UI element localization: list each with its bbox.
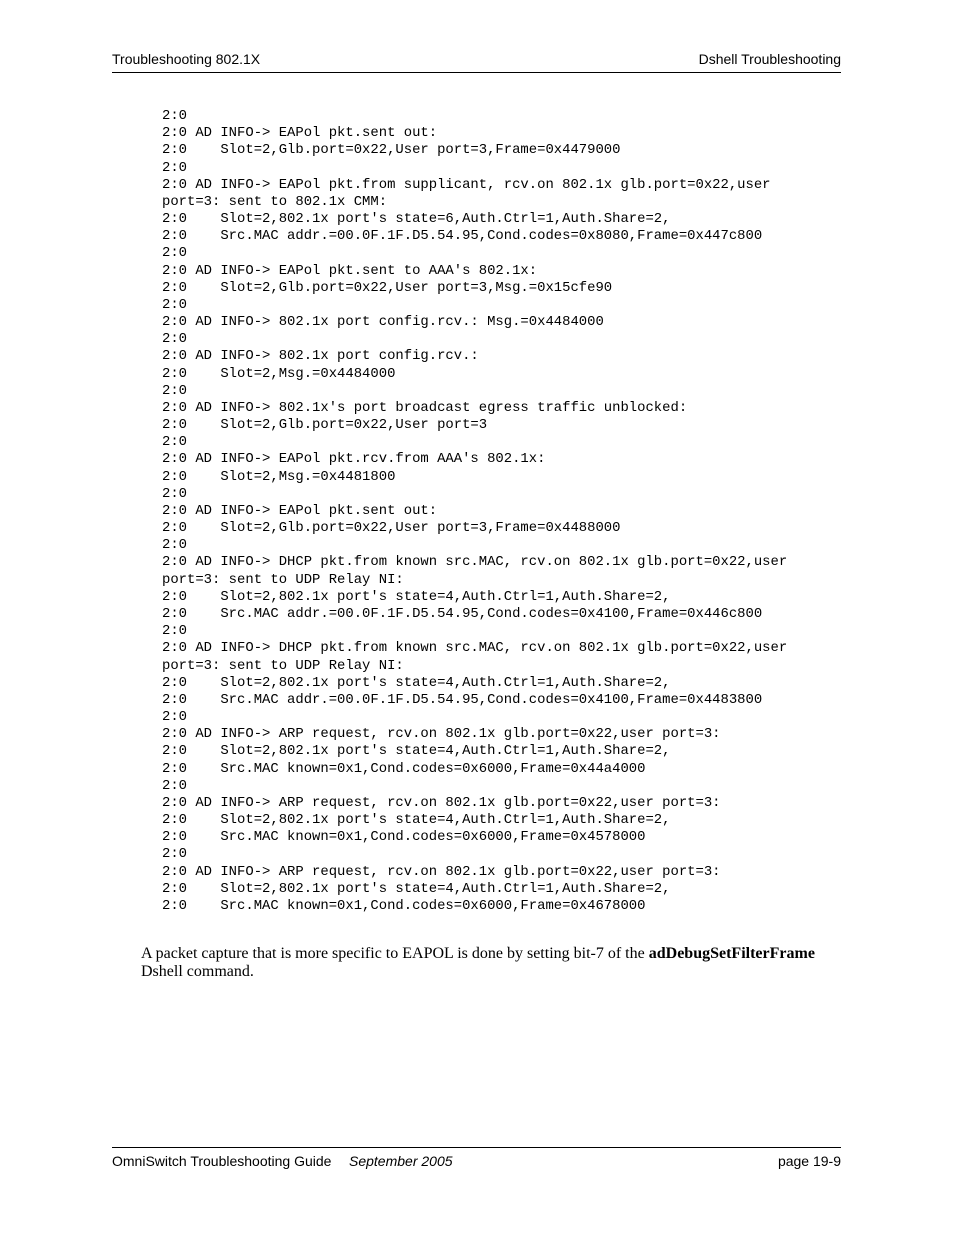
code-line: 2:0 [162,485,188,502]
page-footer [112,1147,841,1176]
code-line: 2:0 Slot=2,Msg.=0x4481800 [162,468,396,485]
code-line: 2:0 AD INFO-> EAPol pkt.sent out: [162,125,438,142]
code-line: 2:0 AD INFO-> 802.1x's port broadcast egress traffic unblocked: [162,399,688,416]
code-line: 2:0 Src.MAC known=0x1,Cond.codes=0x6000,Frame=0x44a4000 [162,760,646,777]
code-line: 2:0 AD INFO-> ARP request, rcv.on 802.1x glb.port=0x22,user port=3: [162,863,721,880]
code-line: 2:0 Slot=2,Msg.=0x4484000 [162,365,396,382]
code-line: 2:0 Slot=2,802.1x port's state=4,Auth.Ctrl=1,Auth.Share=2, [162,812,671,829]
paragraph-text-after: Dshell command. [141,963,254,980]
code-line: 2:0 AD INFO-> EAPol pkt.sent to AAA's 802.1x: [162,262,538,279]
code-line: 2:0 AD INFO-> ARP request, rcv.on 802.1x glb.port=0x22,user port=3: [162,794,721,811]
code-line: 2:0 AD INFO-> EAPol pkt.rcv.from AAA's 802.1x: [162,451,546,468]
code-line: 2:0 [162,108,188,124]
code-line: 2:0 [162,434,188,451]
code-line: 2:0 [162,846,188,863]
code-line: 2:0 [162,777,188,794]
header-chapter-title: Dshell Troubleshooting [698,51,841,67]
code-line: 2:0 AD INFO-> EAPol pkt.sent out: [162,502,438,519]
footer-page-number: page 19-9 [777,1153,841,1169]
body-paragraph [141,945,841,981]
code-line: 2:0 AD INFO-> 802.1x port config.rcv.: Msg.=0x4484000 [162,314,604,331]
code-line: 2:0 Slot=2,Glb.port=0x22,User port=3,Frame=0x4479000 [162,142,621,159]
code-line: 2:0 Slot=2,802.1x port's state=4,Auth.Ctrl=1,Auth.Share=2, [162,588,671,605]
code-line: 2:0 Slot=2,Glb.port=0x22,User port=3 [162,417,488,434]
code-line: 2:0 Src.MAC addr.=00.0F.1F.D5.54.95,Cond.codes=0x4100,Frame=0x4483800 [162,691,763,708]
code-line: 2:0 AD INFO-> EAPol pkt.from supplicant, rcv.on 802.1x glb.port=0x22,user [162,176,771,193]
code-line: 2:0 Src.MAC known=0x1,Cond.codes=0x6000,Frame=0x4578000 [162,829,646,846]
code-line: 2:0 [162,382,188,399]
code-line: 2:0 [162,623,188,640]
footer-guide-title: OmniSwitch Troubleshooting Guide [112,1153,332,1169]
command-name: adDebugSetFilterFrame [648,945,815,962]
footer-date: September 2005 [349,1153,453,1169]
code-line: 2:0 Src.MAC known=0x1,Cond.codes=0x6000,Frame=0x4678000 [162,897,646,914]
code-line: 2:0 [162,709,188,726]
code-line: 2:0 Slot=2,802.1x port's state=4,Auth.Ctrl=1,Auth.Share=2, [162,743,671,760]
code-line: 2:0 Slot=2,Glb.port=0x22,User port=3,Msg.=0x15cfe90 [162,279,613,296]
header-section-title: Troubleshooting 802.1X [112,51,261,67]
code-line: 2:0 [162,159,188,176]
code-line: 2:0 Slot=2,Glb.port=0x22,User port=3,Frame=0x4488000 [162,520,621,537]
code-line: 2:0 AD INFO-> DHCP pkt.from known src.MAC, rcv.on 802.1x glb.port=0x22,user [162,640,788,657]
paragraph-text-before: A packet capture that is more specific to EAPOL is done by setting bit-7 of the [141,945,649,962]
code-line: 2:0 Slot=2,802.1x port's state=6,Auth.Ctrl=1,Auth.Share=2, [162,211,671,228]
page-header [112,50,841,73]
code-line: 2:0 Slot=2,802.1x port's state=4,Auth.Ctrl=1,Auth.Share=2, [162,674,671,691]
code-line: 2:0 Slot=2,802.1x port's state=4,Auth.Ctrl=1,Auth.Share=2, [162,880,671,897]
code-line: port=3: sent to UDP Relay NI: [162,571,404,588]
code-line: port=3: sent to UDP Relay NI: [162,657,404,674]
code-line: 2:0 Src.MAC addr.=00.0F.1F.D5.54.95,Cond.codes=0x8080,Frame=0x447c800 [162,228,763,245]
code-line: 2:0 AD INFO-> 802.1x port config.rcv.: [162,348,479,365]
code-line: 2:0 [162,296,188,313]
code-line: 2:0 [162,245,188,262]
code-line: port=3: sent to 802.1x CMM: [162,193,388,210]
dshell-output-listing [162,108,787,915]
code-line: 2:0 [162,331,188,348]
code-line: 2:0 Src.MAC addr.=00.0F.1F.D5.54.95,Cond.codes=0x4100,Frame=0x446c800 [162,605,763,622]
code-line: 2:0 AD INFO-> DHCP pkt.from known src.MAC, rcv.on 802.1x glb.port=0x22,user [162,554,788,571]
code-line: 2:0 AD INFO-> ARP request, rcv.on 802.1x glb.port=0x22,user port=3: [162,726,721,743]
code-line: 2:0 [162,537,188,554]
